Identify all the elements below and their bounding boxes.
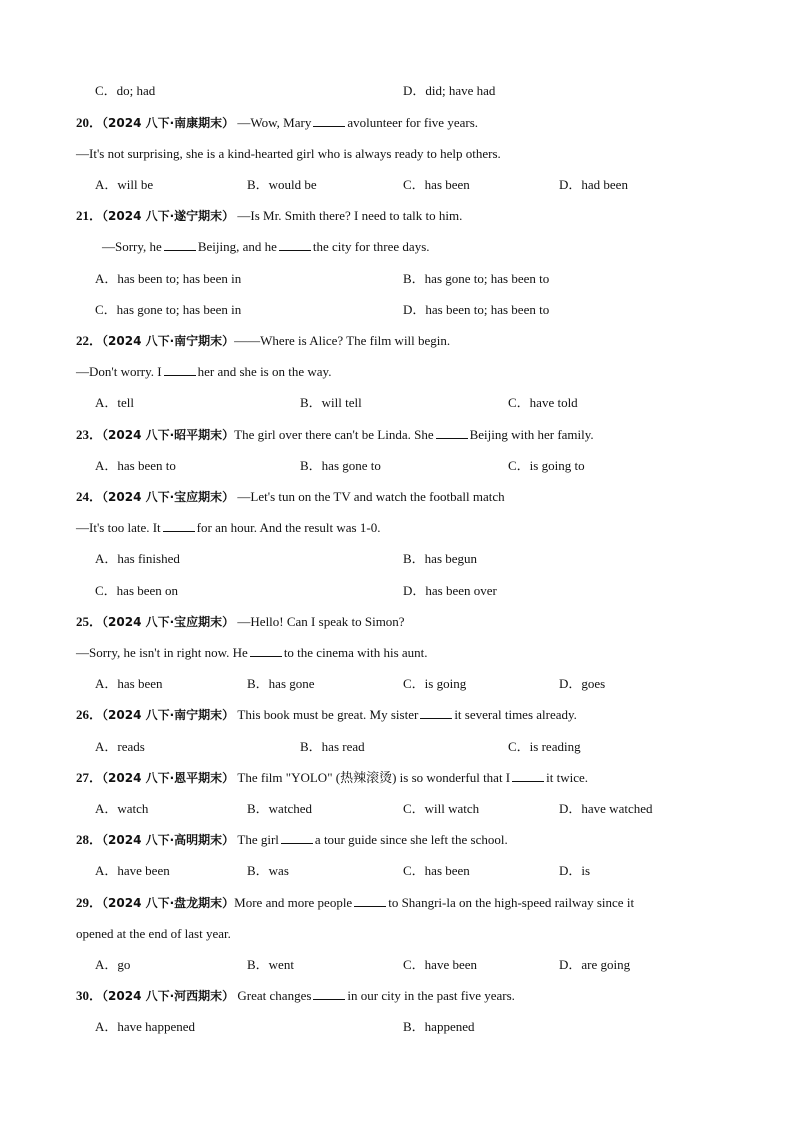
q23-option-a: A．has been to (95, 458, 176, 473)
stem-text: her and she is on the way. (197, 364, 332, 379)
stem-text: ——Where is Alice? The film will begin. (234, 333, 451, 348)
q23-option-c: C．is going to (508, 458, 585, 473)
q20-option-a: A．will be (95, 177, 154, 192)
question-number: 24． (76, 489, 103, 504)
q29-option-c: C．have been (403, 957, 478, 972)
question-source: （2024 八下·高明期末） (102, 833, 235, 847)
stem-text: —Hello! Can I speak to Simon? (237, 614, 405, 629)
question-source: （2024 八下·河西期末） (102, 989, 235, 1003)
q25-stem (76, 614, 405, 630)
q22-option-c: C．have told (508, 395, 578, 410)
q19-option-c: C．do; had (95, 83, 156, 98)
stem-text: —Let's tun on the TV and watch the football match (237, 489, 505, 504)
question-number: 22． (76, 333, 103, 348)
q29-option-a: A．go (95, 957, 131, 972)
q20-option-c: C．has been (403, 177, 470, 192)
q21-option-b: B．has gone to; has been to (403, 271, 550, 286)
q24-dialog-line (76, 520, 380, 536)
q28-option-b: B．was (247, 863, 289, 878)
q29-option-d: D．are going (559, 957, 631, 972)
stem-text: The girl (237, 832, 279, 847)
q30-option-b: B．happened (403, 1019, 475, 1034)
question-number: 23． (76, 427, 103, 442)
answer-blank (436, 427, 468, 439)
question-source: （2024 八下·南宁期末） (102, 334, 235, 348)
q29-stem-continued: opened at the end of last year. (76, 926, 231, 941)
q27-option-d: D．have watched (559, 801, 653, 816)
question-source: （2024 八下·遂宁期末） (102, 209, 235, 223)
question-source: （2024 八下·昭平期末） (102, 428, 235, 442)
stem-text: —Is Mr. Smith there? I need to talk to him. (237, 208, 463, 223)
answer-blank (163, 520, 195, 532)
q29-option-b: B．went (247, 957, 294, 972)
answer-blank (164, 239, 196, 251)
stem-text: —Sorry, he (102, 239, 162, 254)
q27-option-a: A．watch (95, 801, 149, 816)
stem-text: avolunteer for five years. (347, 115, 479, 130)
q21-stem (76, 208, 462, 224)
stem-text: the city for three days. (312, 239, 430, 254)
stem-text: to the cinema with his aunt. (283, 645, 428, 660)
q25-dialog-line (76, 645, 428, 661)
stem-text: The film "YOLO" (热辣滚烫) is so wonderful that I (237, 770, 511, 785)
stem-text: to Shangri-la on the high-speed railway since it (388, 895, 635, 910)
q26-option-b: B．has read (300, 739, 365, 754)
stem-text: —Wow, Mary (237, 115, 312, 130)
stem-text: in our city in the past five years. (347, 988, 515, 1003)
stem-text: —It's too late. It (76, 520, 161, 535)
question-number: 25． (76, 614, 103, 629)
answer-blank (420, 707, 452, 719)
q23-option-b: B．has gone to (300, 458, 381, 473)
stem-text: Beijing, and he (197, 239, 277, 254)
question-number: 21． (76, 208, 103, 223)
q28-stem (76, 832, 508, 848)
q26-option-a: A．reads (95, 739, 145, 754)
q19-option-d: D．did; have had (403, 83, 496, 98)
q22-dialog-line (76, 364, 331, 380)
answer-blank (250, 645, 282, 657)
answer-blank (313, 988, 345, 1000)
q27-option-b: B．watched (247, 801, 312, 816)
answer-blank (313, 115, 345, 127)
stem-text: The girl over there can't be Linda. She (234, 427, 434, 442)
q22-stem (76, 333, 450, 349)
stem-text: for an hour. And the result was 1-0. (196, 520, 381, 535)
stem-text: —Don't worry. I (76, 364, 162, 379)
stem-text: Great changes (237, 988, 312, 1003)
q20-dialog-line: —It's not surprising, she is a kind-hearted girl who is always ready to help others. (76, 146, 501, 161)
answer-blank (279, 239, 311, 251)
stem-text: it twice. (546, 770, 589, 785)
q20-option-d: D．had been (559, 177, 628, 192)
question-number: 27． (76, 770, 103, 785)
stem-text: More and more people (234, 895, 353, 910)
q28-option-c: C．has been (403, 863, 470, 878)
q21-option-a: A．has been to; has been in (95, 271, 242, 286)
answer-blank (512, 770, 544, 782)
answer-blank (164, 364, 196, 376)
q28-option-d: D．is (559, 863, 591, 878)
q25-option-a: A．has been (95, 676, 163, 691)
question-number: 28． (76, 832, 103, 847)
q22-option-a: A．tell (95, 395, 134, 410)
q20-stem (76, 115, 478, 131)
q26-option-c: C．is reading (508, 739, 581, 754)
q25-option-b: B．has gone (247, 676, 315, 691)
q24-option-b: B．has begun (403, 551, 478, 566)
answer-blank (281, 832, 313, 844)
question-source: （2024 八下·盘龙期末） (102, 896, 235, 910)
q21-dialog-line (102, 239, 430, 255)
q30-option-a: A．have happened (95, 1019, 195, 1034)
q24-stem (76, 489, 505, 505)
question-source: （2024 八下·宝应期末） (102, 615, 235, 629)
q24-option-d: D．has been over (403, 583, 497, 598)
question-number: 20． (76, 115, 103, 130)
q27-option-c: C．will watch (403, 801, 480, 816)
q27-stem (76, 770, 588, 786)
stem-text: This book must be great. My sister (237, 707, 419, 722)
stem-text: —Sorry, he isn't in right now. He (76, 645, 248, 660)
question-source: （2024 八下·南康期末） (102, 116, 235, 130)
question-number: 26． (76, 707, 103, 722)
q29-stem (76, 895, 634, 911)
question-number: 30． (76, 988, 103, 1003)
question-source: （2024 八下·宝应期末） (102, 490, 235, 504)
answer-blank (354, 895, 386, 907)
q24-option-a: A．has finished (95, 551, 180, 566)
question-source: （2024 八下·恩平期末） (102, 771, 235, 785)
q25-option-d: D．goes (559, 676, 606, 691)
stem-text: a tour guide since she left the school. (314, 832, 508, 847)
stem-text: Beijing with her family. (469, 427, 594, 442)
q21-option-d: D．has been to; has been to (403, 302, 550, 317)
stem-text: it several times already. (454, 707, 577, 722)
q22-option-b: B．will tell (300, 395, 362, 410)
q23-stem (76, 427, 594, 443)
q28-option-a: A．have been (95, 863, 170, 878)
q24-option-c: C．has been on (95, 583, 179, 598)
q20-option-b: B．would be (247, 177, 317, 192)
q26-stem (76, 707, 577, 723)
question-source: （2024 八下·南宁期末） (102, 708, 235, 722)
q25-option-c: C．is going (403, 676, 467, 691)
q21-option-c: C．has gone to; has been in (95, 302, 242, 317)
q30-stem (76, 988, 515, 1004)
question-number: 29． (76, 895, 103, 910)
